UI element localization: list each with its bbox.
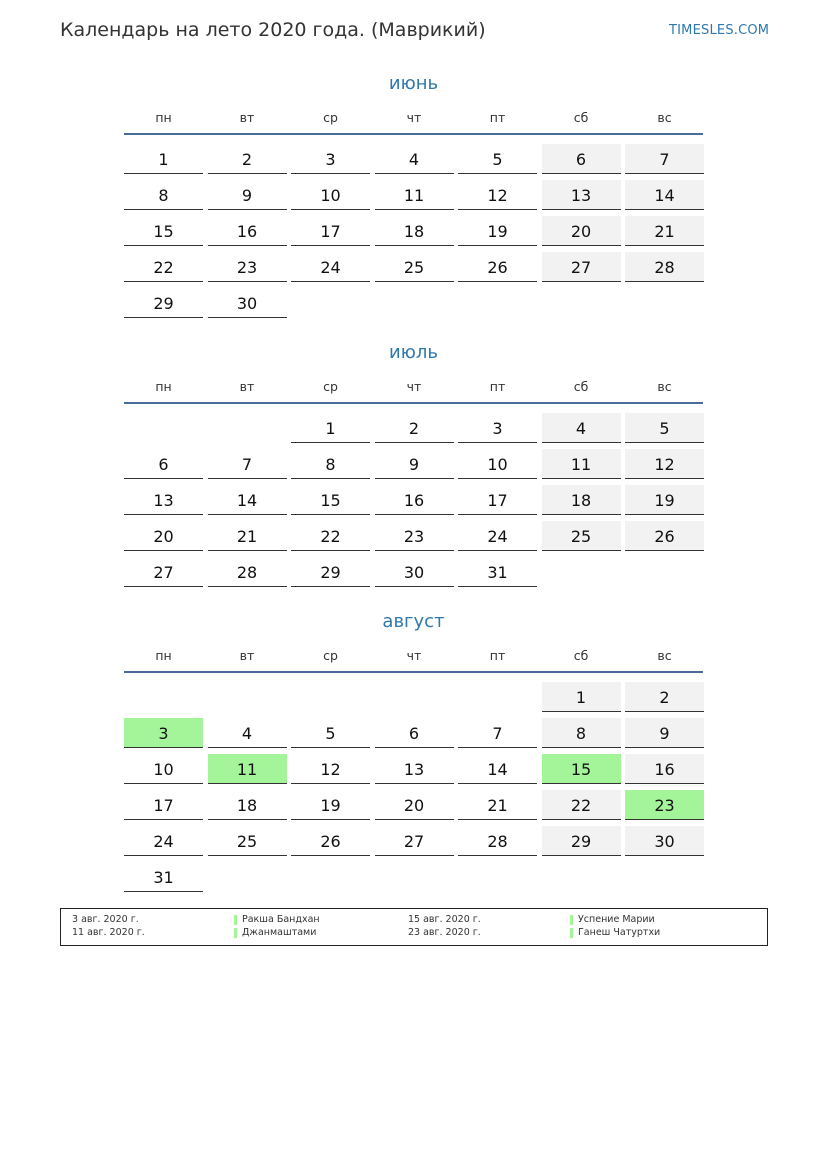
day-cell: 27 — [542, 252, 621, 282]
holiday-marker-icon — [234, 928, 237, 938]
holiday-marker-icon — [570, 915, 573, 925]
day-cell: 26 — [291, 826, 370, 856]
day-cell: 22 — [124, 252, 203, 282]
month-name: август — [382, 611, 445, 632]
day-cell: 30 — [375, 557, 454, 587]
day-cell: 30 — [208, 288, 287, 318]
month-name: июль — [389, 342, 438, 363]
weekday-label: пт — [489, 110, 506, 125]
weekday-label: пн — [155, 379, 172, 394]
weekday-label: вт — [239, 648, 255, 663]
day-cell: 21 — [625, 216, 704, 246]
month-divider — [124, 133, 703, 135]
month-divider — [124, 671, 703, 673]
weekday-label: пн — [155, 110, 172, 125]
day-cell: 4 — [208, 718, 287, 748]
day-cell: 8 — [291, 449, 370, 479]
holiday-marker-icon — [234, 915, 237, 925]
day-cell: 31 — [458, 557, 537, 587]
day-cell: 22 — [291, 521, 370, 551]
day-cell: 6 — [375, 718, 454, 748]
day-cell: 17 — [124, 790, 203, 820]
day-cell: 1 — [542, 682, 621, 712]
day-cell: 13 — [542, 180, 621, 210]
day-cell: 27 — [375, 826, 454, 856]
day-cell: 6 — [124, 449, 203, 479]
day-cell: 15 — [124, 216, 203, 246]
day-cell: 25 — [542, 521, 621, 551]
weekday-label: пн — [155, 648, 172, 663]
day-cell: 28 — [208, 557, 287, 587]
weekday-label: пт — [489, 648, 506, 663]
day-cell: 18 — [208, 790, 287, 820]
day-cell: 10 — [124, 754, 203, 784]
legend-holiday-name: Джанмаштами — [242, 927, 317, 938]
day-cell: 20 — [375, 790, 454, 820]
weekday-label: пт — [489, 379, 506, 394]
holiday-day-cell: 23 — [625, 790, 704, 820]
day-cell: 9 — [375, 449, 454, 479]
day-cell: 14 — [458, 754, 537, 784]
day-cell: 18 — [375, 216, 454, 246]
day-cell: 16 — [208, 216, 287, 246]
day-cell: 17 — [291, 216, 370, 246]
weekday-label: чт — [406, 379, 422, 394]
day-cell: 29 — [291, 557, 370, 587]
day-cell: 14 — [625, 180, 704, 210]
day-cell: 24 — [124, 826, 203, 856]
weekday-header — [124, 110, 703, 130]
day-cell: 5 — [291, 718, 370, 748]
day-cell: 2 — [625, 682, 704, 712]
day-cell: 2 — [208, 144, 287, 174]
day-cell: 5 — [458, 144, 537, 174]
day-cell: 12 — [625, 449, 704, 479]
weekday-label: сб — [573, 379, 589, 394]
day-cell: 19 — [291, 790, 370, 820]
day-cell: 20 — [124, 521, 203, 551]
day-cell: 10 — [291, 180, 370, 210]
day-cell: 18 — [542, 485, 621, 515]
day-cell: 5 — [625, 413, 704, 443]
day-cell: 23 — [208, 252, 287, 282]
day-cell: 22 — [542, 790, 621, 820]
legend-holiday-name: Успение Марии — [578, 914, 655, 925]
day-cell: 8 — [542, 718, 621, 748]
day-cell: 21 — [458, 790, 537, 820]
day-cell: 7 — [625, 144, 704, 174]
day-cell: 3 — [458, 413, 537, 443]
day-cell: 15 — [291, 485, 370, 515]
day-cell: 12 — [291, 754, 370, 784]
holiday-day-cell: 3 — [124, 718, 203, 748]
weekday-label: вт — [239, 110, 255, 125]
weekday-header — [124, 379, 703, 399]
holiday-marker-icon — [570, 928, 573, 938]
day-cell: 30 — [625, 826, 704, 856]
day-cell: 7 — [208, 449, 287, 479]
day-cell: 11 — [542, 449, 621, 479]
weekday-label: вт — [239, 379, 255, 394]
day-cell: 14 — [208, 485, 287, 515]
holiday-day-cell: 15 — [542, 754, 621, 784]
day-cell: 2 — [375, 413, 454, 443]
day-cell: 25 — [208, 826, 287, 856]
weekday-label: сб — [573, 648, 589, 663]
day-cell: 27 — [124, 557, 203, 587]
legend-holiday-name: Ганеш Чатуртхи — [578, 927, 661, 938]
day-cell: 12 — [458, 180, 537, 210]
day-cell: 29 — [124, 288, 203, 318]
day-cell: 16 — [625, 754, 704, 784]
weekday-label: ср — [323, 379, 338, 394]
day-cell: 28 — [458, 826, 537, 856]
day-cell: 24 — [291, 252, 370, 282]
legend-date: 3 авг. 2020 г. — [72, 914, 139, 925]
day-cell: 17 — [458, 485, 537, 515]
day-cell: 6 — [542, 144, 621, 174]
day-cell: 26 — [625, 521, 704, 551]
day-cell: 23 — [375, 521, 454, 551]
day-cell: 4 — [542, 413, 621, 443]
day-cell: 3 — [291, 144, 370, 174]
legend-date: 15 авг. 2020 г. — [408, 914, 481, 925]
weekday-label: сб — [573, 110, 589, 125]
holiday-day-cell: 11 — [208, 754, 287, 784]
legend-holiday-name: Ракша Бандхан — [242, 914, 320, 925]
weekday-label: вс — [657, 648, 672, 663]
weekday-label: чт — [406, 110, 422, 125]
day-cell: 25 — [375, 252, 454, 282]
day-cell: 19 — [458, 216, 537, 246]
site-link[interactable]: TIMESLES.COM — [669, 23, 770, 38]
weekday-label: ср — [323, 110, 338, 125]
day-cell: 19 — [625, 485, 704, 515]
day-cell: 10 — [458, 449, 537, 479]
day-cell: 9 — [208, 180, 287, 210]
weekday-label: чт — [406, 648, 422, 663]
day-cell: 20 — [542, 216, 621, 246]
legend-date: 23 авг. 2020 г. — [408, 927, 481, 938]
day-cell: 26 — [458, 252, 537, 282]
day-cell: 4 — [375, 144, 454, 174]
day-cell: 24 — [458, 521, 537, 551]
day-cell: 11 — [375, 180, 454, 210]
day-cell: 1 — [291, 413, 370, 443]
day-cell: 9 — [625, 718, 704, 748]
day-cell: 28 — [625, 252, 704, 282]
weekday-label: вс — [657, 379, 672, 394]
weekday-header — [124, 648, 703, 668]
weekday-label: вс — [657, 110, 672, 125]
day-cell: 13 — [124, 485, 203, 515]
day-cell: 16 — [375, 485, 454, 515]
legend-date: 11 авг. 2020 г. — [72, 927, 145, 938]
day-cell: 21 — [208, 521, 287, 551]
day-cell: 31 — [124, 862, 203, 892]
month-divider — [124, 402, 703, 404]
weekday-label: ср — [323, 648, 338, 663]
month-name: июнь — [388, 73, 439, 94]
page-title: Календарь на лето 2020 года. (Маврикий) — [60, 19, 486, 41]
holiday-legend — [60, 908, 768, 946]
day-cell: 29 — [542, 826, 621, 856]
day-cell: 8 — [124, 180, 203, 210]
day-cell: 1 — [124, 144, 203, 174]
day-cell: 7 — [458, 718, 537, 748]
day-cell: 13 — [375, 754, 454, 784]
